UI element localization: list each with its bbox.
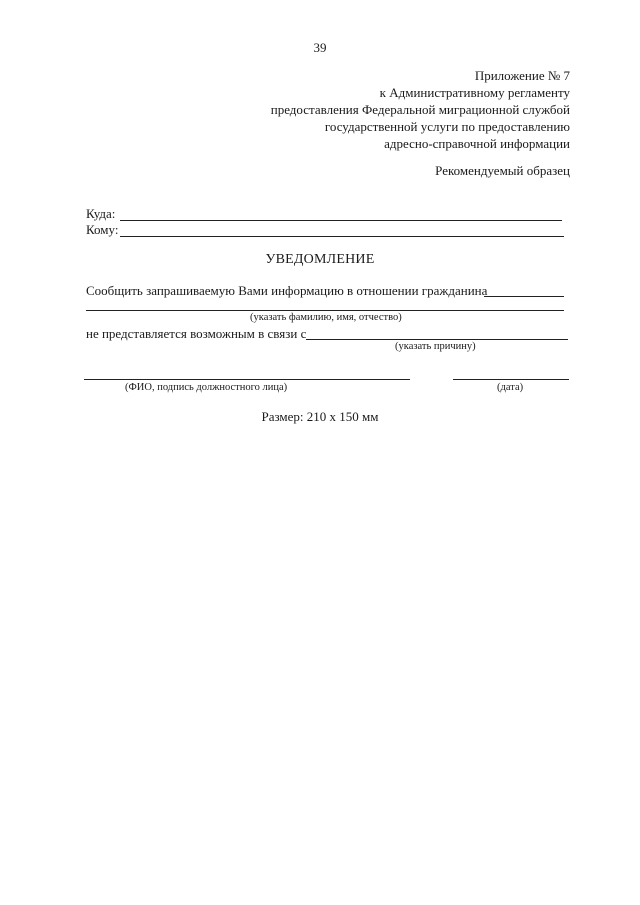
to-whom-label: Кому:: [86, 222, 119, 237]
appendix-line: адресно-справочной информации: [384, 136, 570, 151]
citizen-name-field[interactable]: [86, 310, 564, 311]
request-text: Сообщить запрашиваемую Вами информацию в отношении гражданина: [86, 283, 488, 298]
form-size: Размер: 210 х 150 мм: [261, 409, 379, 424]
date-field[interactable]: [453, 379, 569, 380]
official-signature-field[interactable]: [84, 379, 410, 380]
name-hint: (указать фамилию, имя, отчество): [250, 312, 402, 323]
appendix-line: предоставления Федеральной миграционной службой: [270, 102, 570, 117]
appendix-line: Приложение № 7: [474, 68, 570, 83]
official-hint: (ФИО, подпись должностного лица): [125, 382, 288, 393]
appendix-header: [271, 67, 570, 152]
sample-label: Рекомендуемый образец: [435, 163, 570, 178]
to-whom-field[interactable]: [120, 236, 564, 237]
appendix-line: государственной услуги по предоставлению: [324, 119, 570, 134]
notice-title: УВЕДОМЛЕНИЕ: [265, 252, 375, 267]
impossible-text: не представляется возможным в связи с: [86, 326, 307, 341]
date-hint: (дата): [497, 382, 524, 393]
page-number: 39: [313, 40, 327, 55]
citizen-field-short[interactable]: [484, 296, 564, 297]
reason-hint: (указать причину): [395, 341, 476, 352]
to-where-field[interactable]: [120, 220, 562, 221]
reason-field[interactable]: [306, 339, 568, 340]
appendix-line: к Административному регламенту: [379, 85, 570, 100]
to-where-label: Куда:: [86, 206, 116, 221]
